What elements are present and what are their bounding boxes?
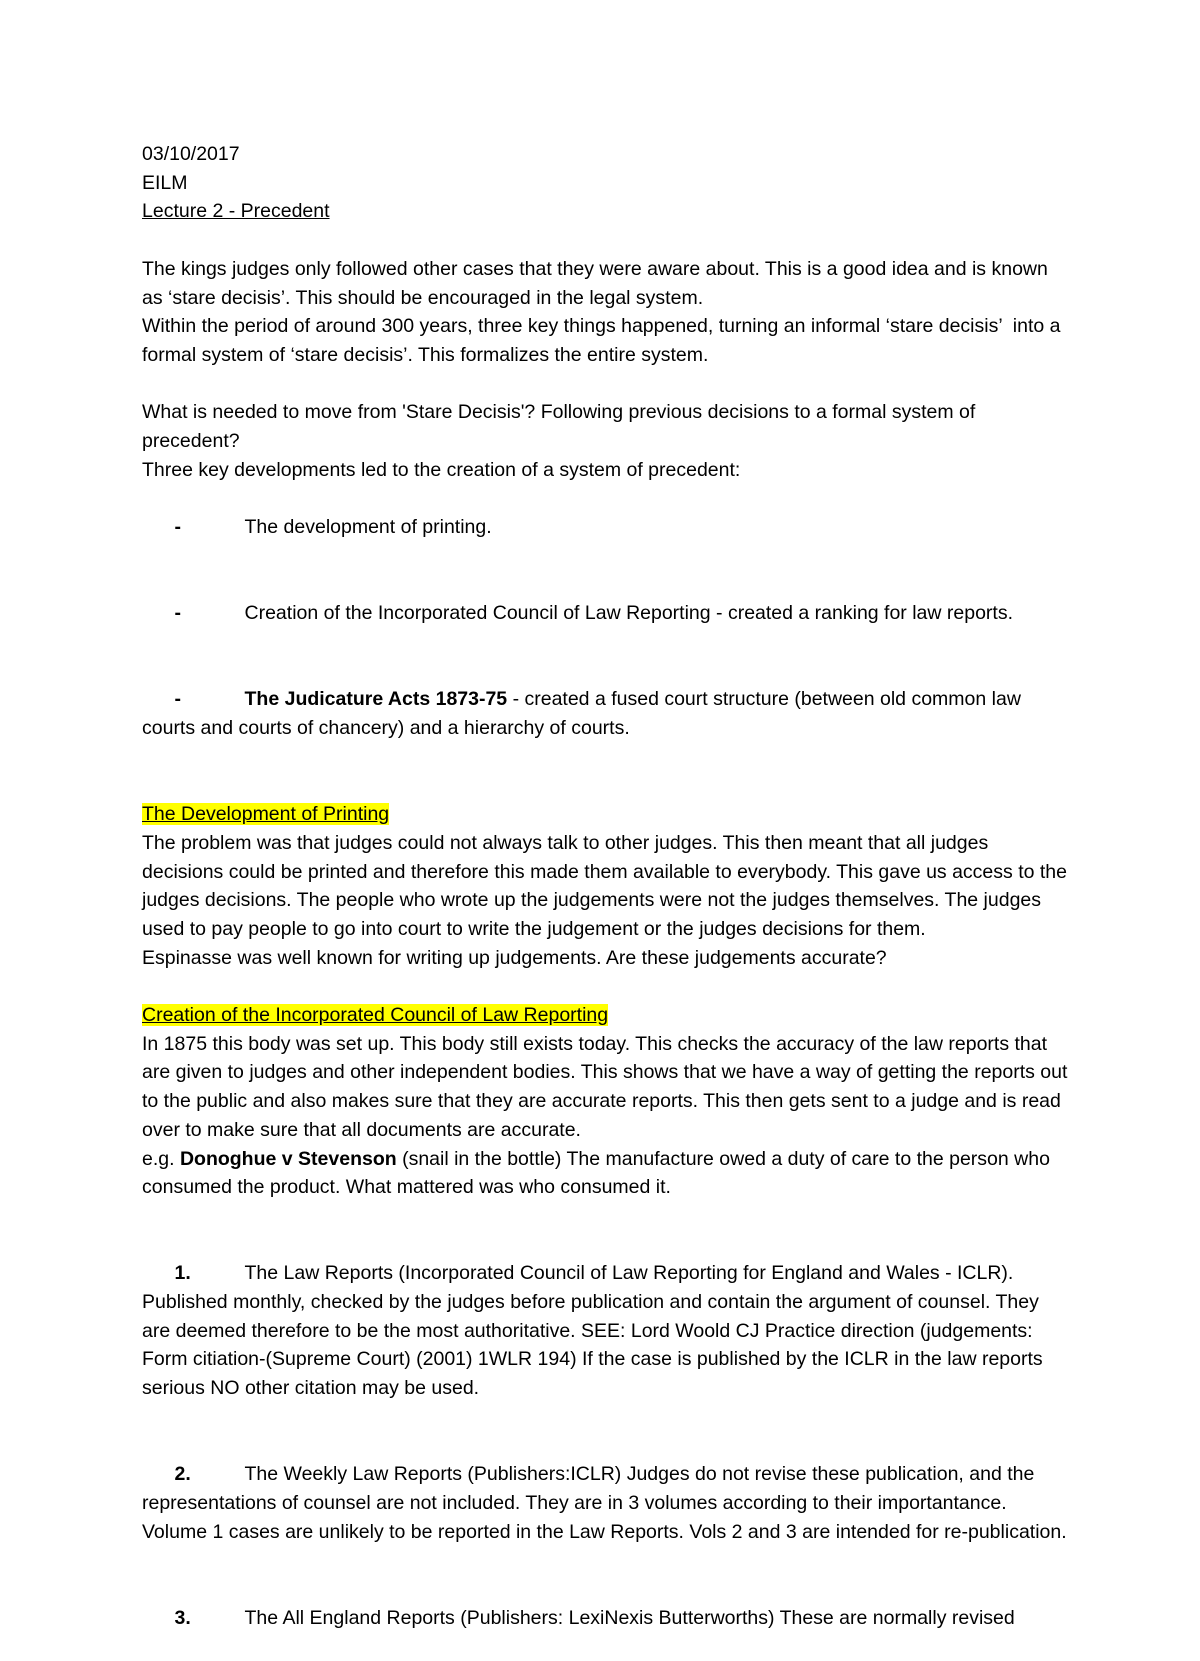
- bullet-text: The development of printing.: [244, 516, 492, 539]
- bullet-text: Creation of the Incorporated Council of Law Reporting - created a ranking for law reports.: [244, 602, 1014, 625]
- case-name: Donoghue v Stevenson: [179, 1147, 397, 1170]
- list-item-text: The All England Reports (Publishers: LexiNexis Butterworths) These are normally revised: [244, 1606, 1015, 1629]
- example-prefix: e.g.: [142, 1147, 180, 1170]
- highlighted-heading: Creation of the Incorporated Council of Law Reporting: [142, 1004, 609, 1027]
- page-title: Lecture 2 - Precedent: [142, 200, 330, 223]
- highlighted-heading: The Development of Printing: [142, 803, 390, 826]
- developments-list: [142, 484, 1072, 771]
- list-item-text: The Weekly Law Reports (Publishers:ICLR) Judges do not revise these publication, and the representations of counsel are not included. They are in 3 volumes according to their importantance. Volume 1 cases are unlikely to be reported in the Law Reports. Vols 2 and 3 are intended for re-publication.: [142, 1463, 1067, 1543]
- law-reports-list: [142, 1231, 1072, 1661]
- bullet-marker: -: [174, 688, 182, 711]
- lecture-date: 03/10/2017: [142, 143, 240, 165]
- list-item: [142, 1575, 1072, 1661]
- number-marker: 1.: [174, 1262, 191, 1285]
- document-page: [142, 140, 1072, 1661]
- module-code: EILM: [142, 171, 188, 194]
- intro-paragraph-2: Within the period of around 300 years, three key things happened, turning an informal ‘stare decisis’ into a formal system of ‘stare decisis’. This formalizes the entire system.: [142, 315, 1066, 366]
- spacer: [142, 771, 1072, 800]
- bullet-marker: -: [174, 516, 182, 539]
- bullet-text: - created a fused court structure (between old common law courts and courts of chancery) and a hierarchy of courts.: [142, 688, 1027, 740]
- spacer: [142, 972, 1072, 1001]
- list-item: [142, 484, 1072, 570]
- example-paragraph: [142, 1145, 1072, 1202]
- intro-paragraph-1: The kings judges only followed other cases that they were aware about. This is a good idea and is known as ‘stare decisis’. This should be encouraged in the legal system.: [142, 257, 1054, 309]
- section-heading-printing: [142, 800, 1072, 829]
- list-item: [142, 657, 1072, 772]
- developments-intro: Three key developments led to the creation of a system of precedent:: [142, 458, 741, 481]
- question-paragraph: What is needed to move from 'Stare Decisis'? Following previous decisions to a formal system of precedent?: [142, 401, 981, 452]
- list-item: [142, 1432, 1072, 1576]
- spacer: [142, 226, 1072, 255]
- spacer: [142, 1202, 1072, 1231]
- section-heading-council: [142, 1001, 1072, 1030]
- number-marker: 2.: [174, 1463, 191, 1486]
- number-marker: 3.: [174, 1606, 191, 1629]
- example-text: (snail in the bottle) The manufacture owed a duty of care to the person who consumed the product. What mattered was who consumed it.: [142, 1147, 1056, 1199]
- spacer: [142, 370, 1072, 399]
- bullet-bold-text: The Judicature Acts 1873-75: [244, 688, 508, 711]
- bullet-marker: -: [174, 602, 182, 625]
- list-item: [142, 571, 1072, 657]
- list-item: [142, 1231, 1072, 1432]
- printing-paragraph-2: Espinasse was well known for writing up judgements. Are these judgements accurate?: [142, 946, 887, 969]
- printing-paragraph-1: The problem was that judges could not always talk to other judges. This then meant that all judges decisions could be printed and therefore this made them available to everybody. This gave us access to the judges decisions. The people who wrote up the judgements were not the judges themselves. The judges used to pay people to go into court to write the judgement or the judges decisions for them.: [142, 831, 1073, 940]
- list-item-text: The Law Reports (Incorporated Council of Law Reporting for England and Wales - ICLR). Published monthly, checked by the judges before publication and contain the argument of counsel. They are deemed therefore to be the most authoritative. SEE: Lord Woold CJ Practice direction (judgements: Form citiation-(Supreme Court) (2001) 1WLR 194) If the case is published by the ICLR in the law reports serious NO other citation may be used.: [142, 1262, 1049, 1400]
- council-paragraph-1: In 1875 this body was set up. This body still exists today. This checks the accuracy of the law reports that are given to judges and other independent bodies. This shows that we have a way of getting the reports out to the public and also makes sure that they are accurate reports. This then gets sent to a judge and is read over to make sure that all documents are accurate.: [142, 1032, 1073, 1141]
